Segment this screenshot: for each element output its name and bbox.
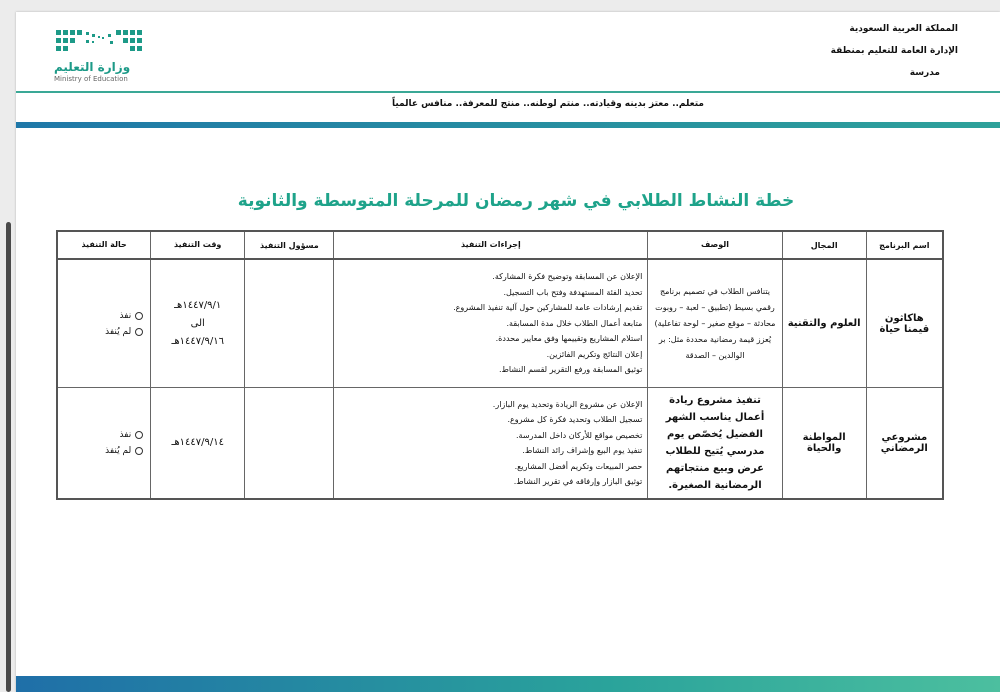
document-page xyxy=(16,12,1000,692)
procedure-item: تنفيذ يوم البيع وإشراف رائد النشاط. xyxy=(522,446,643,455)
header-band xyxy=(16,122,1000,128)
logo-arabic-text: وزارة التعليم xyxy=(54,60,131,74)
time-separator: الى xyxy=(190,317,205,329)
program-owner[interactable] xyxy=(245,388,334,500)
scrollbar[interactable] xyxy=(6,222,11,692)
status-done-option[interactable] xyxy=(63,308,143,324)
program-name: هاكاثون قيمنا حياة xyxy=(866,259,943,388)
procedure-item: الإعلان عن المسابقة وتوضيح فكرة المشاركة. xyxy=(492,272,643,282)
header-procedures: إجراءات التنفيذ xyxy=(334,231,648,259)
radio-icon[interactable] xyxy=(135,312,143,320)
program-procedures xyxy=(334,259,648,388)
procedure-item: توثيق البازار وإرفاقه في تقرير النشاط. xyxy=(513,477,643,486)
status-done-option[interactable] xyxy=(63,427,143,443)
header-description: الوصف xyxy=(648,231,782,259)
status-done-label: نفذ xyxy=(119,430,132,440)
program-status xyxy=(57,388,151,500)
table-header-row xyxy=(57,231,943,259)
procedure-item: إعلان النتائج وتكريم الفائزين. xyxy=(546,349,643,359)
procedure-item: تخصيص مواقع للأركان داخل المدرسة. xyxy=(515,430,643,440)
table-row xyxy=(57,259,943,388)
header-field: المجال xyxy=(782,231,866,259)
procedure-item: متابعة أعمال الطلاب خلال مدة المسابقة. xyxy=(506,318,643,328)
header-divider xyxy=(16,91,1000,93)
program-status xyxy=(57,259,151,388)
header-time: وقت التنفيذ xyxy=(151,231,245,259)
radio-icon[interactable] xyxy=(135,328,143,336)
logo-english-text: Ministry of Education xyxy=(54,75,128,83)
program-field: العلوم والتقنية xyxy=(782,259,866,388)
radio-icon[interactable] xyxy=(135,431,143,439)
page-title-text: خطة النشاط الطلابي في شهر رمضان للمرحلة المتوسطة والثانوية xyxy=(237,191,795,211)
status-not-done-label: لم يُنفذ xyxy=(105,326,132,337)
status-done-label: نفذ xyxy=(119,310,132,321)
procedure-item: تحديد الفئة المستهدفة وفتح باب التسجيل. xyxy=(503,287,643,297)
program-owner[interactable] xyxy=(245,259,334,388)
footer-band xyxy=(16,676,1000,692)
header-owner: مسؤول التنفيذ xyxy=(245,231,334,259)
procedure-item: تسجيل الطلاب وتحديد فكرة كل مشروع. xyxy=(507,415,643,424)
program-time: ١٤٤٧/٩/١٤هـ xyxy=(151,388,245,500)
program-name: مشروعي الرمضاني xyxy=(866,388,943,500)
motto-text: متعلم.. معتز بدينه وقيادته.. منتم لوطنه.. منتج للمعرفة.. منافس عالمياً xyxy=(392,99,704,109)
kingdom-label: المملكة العربية السعودية xyxy=(849,24,958,34)
procedure-item: توثيق المسابقة ورفع التقرير لقسم النشاط. xyxy=(498,365,643,375)
activity-plan-table xyxy=(56,230,944,500)
program-procedures xyxy=(334,388,648,500)
status-not-done-option[interactable] xyxy=(63,324,143,340)
time-from: ١٤٤٧/٩/١هـ xyxy=(174,299,222,311)
procedure-item: حصر المبيعات وتكريم أفضل المشاريع. xyxy=(514,461,643,471)
program-field: المواطنة والحياة xyxy=(782,388,866,500)
ministry-logo xyxy=(54,28,154,84)
procedure-item: الإعلان عن مشروع الريادة وتحديد يوم البازار. xyxy=(492,399,643,409)
program-time xyxy=(151,259,245,388)
status-not-done-option[interactable] xyxy=(63,443,143,459)
header-program: اسم البرنامج xyxy=(866,231,943,259)
program-description: تنفيذ مشروع ريادة أعمال يناسب الشهر الفضيل يُخصّص يوم مدرسي يُتيح للطلاب عرض وبيع منتجاتهم الرمضانية الصغيرة. xyxy=(648,388,782,500)
school-label: مدرسة xyxy=(909,68,940,78)
page-title xyxy=(16,191,1000,211)
procedure-item: استلام المشاريع وتقييمها وفق معايير محددة. xyxy=(495,334,643,344)
program-description: يتنافس الطلاب في تصميم برنامج رقمي بسيط (تطبيق – لعبة – روبوت محادثة – موقع صغير – لوحة تفاعلية) يُعزز قيمة رمضانية محددة مثل: بر الوالدين – الصدقة xyxy=(648,259,782,388)
header-status: حالة التنفيذ xyxy=(57,231,151,259)
administration-label: الإدارة العامة للتعليم بمنطقة xyxy=(830,46,958,56)
time-to: ١٤٤٧/٩/١٦هـ xyxy=(171,335,224,347)
status-not-done-label: لم يُنفذ xyxy=(105,446,132,456)
table-row xyxy=(57,388,943,500)
procedure-item: تقديم إرشادات عامة للمشاركين حول آلية تنفيذ المشروع. xyxy=(453,303,643,313)
logo-dots-icon xyxy=(56,28,148,54)
radio-icon[interactable] xyxy=(135,447,143,455)
header-info xyxy=(758,24,958,90)
